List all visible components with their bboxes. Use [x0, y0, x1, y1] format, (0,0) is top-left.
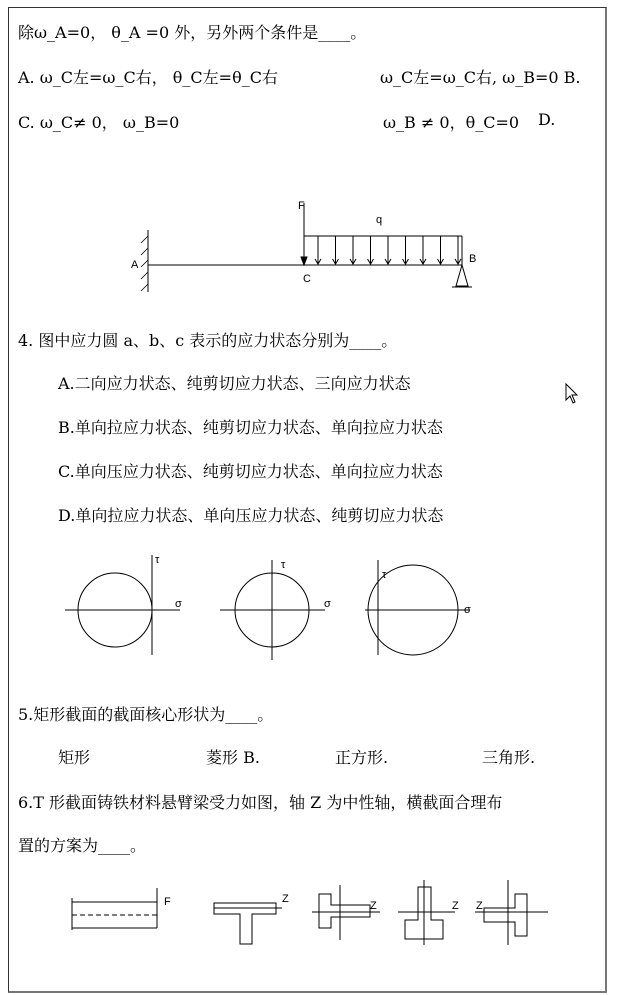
label-A: A [131, 259, 139, 271]
q3-option-d-label: D. [538, 110, 556, 129]
q4-option-b: B.单向拉应力状态、纯剪切应力状态、单向拉应力状态 [58, 418, 443, 437]
sigma-label: σ [324, 598, 331, 610]
label-Z: Z [282, 893, 289, 905]
tau-label: τ [155, 554, 160, 566]
q6-stem-line2: 置的方案为____。 [18, 836, 147, 855]
label-B: B [469, 253, 477, 265]
tau-label: τ [382, 569, 387, 581]
q4-stem: 4. 图中应力圆 a、b、c 表示的应力状态分别为____。 [18, 331, 398, 350]
q3-stem: 除ω_A=0， θ_A =0 外，另外两个条件是____。 [18, 23, 367, 42]
q3-option-b: ω_C左=ω_C右, ω_B=0 B. [380, 68, 581, 87]
q4-option-c: C.单向压应力状态、纯剪切应力状态、单向拉应力状态 [58, 462, 443, 481]
q3-option-c: C. ω_C≠ 0， ω_B=0 [18, 113, 180, 132]
label-Z: Z [476, 900, 483, 912]
label-q: q [376, 214, 383, 226]
q5-option-2: 菱形 B. [206, 748, 260, 767]
q4-option-a: A.二向应力状态、纯剪切应力状态、三向应力状态 [58, 374, 411, 393]
q3-option-a: A. ω_C左=ω_C右， θ_C左=θ_C右 [18, 68, 278, 87]
q5-option-4: 三角形. [482, 748, 536, 767]
label-Z: Z [370, 900, 377, 912]
tau-label: τ [281, 559, 286, 571]
label-Z: Z [452, 900, 459, 912]
q3-option-d: ω_B ≠ 0，θ_C=0 [383, 113, 520, 132]
q5-option-3: 正方形. [335, 748, 389, 767]
sigma-label: σ [464, 604, 471, 616]
sigma-label: σ [175, 598, 182, 610]
q5-option-1: 矩形 [58, 748, 91, 767]
label-C: C [303, 273, 311, 285]
q5-stem: 5.矩形截面的截面核心形状为____。 [18, 705, 274, 724]
label-F: F [164, 896, 171, 908]
q6-stem-line1: 6.T 形截面铸铁材料悬臂梁受力如图，轴 Z 为中性轴，横截面合理布 [18, 793, 503, 812]
label-F: F [298, 200, 305, 212]
q4-option-d: D.单向拉应力状态、单向压应力状态、纯剪切应力状态 [58, 506, 444, 525]
